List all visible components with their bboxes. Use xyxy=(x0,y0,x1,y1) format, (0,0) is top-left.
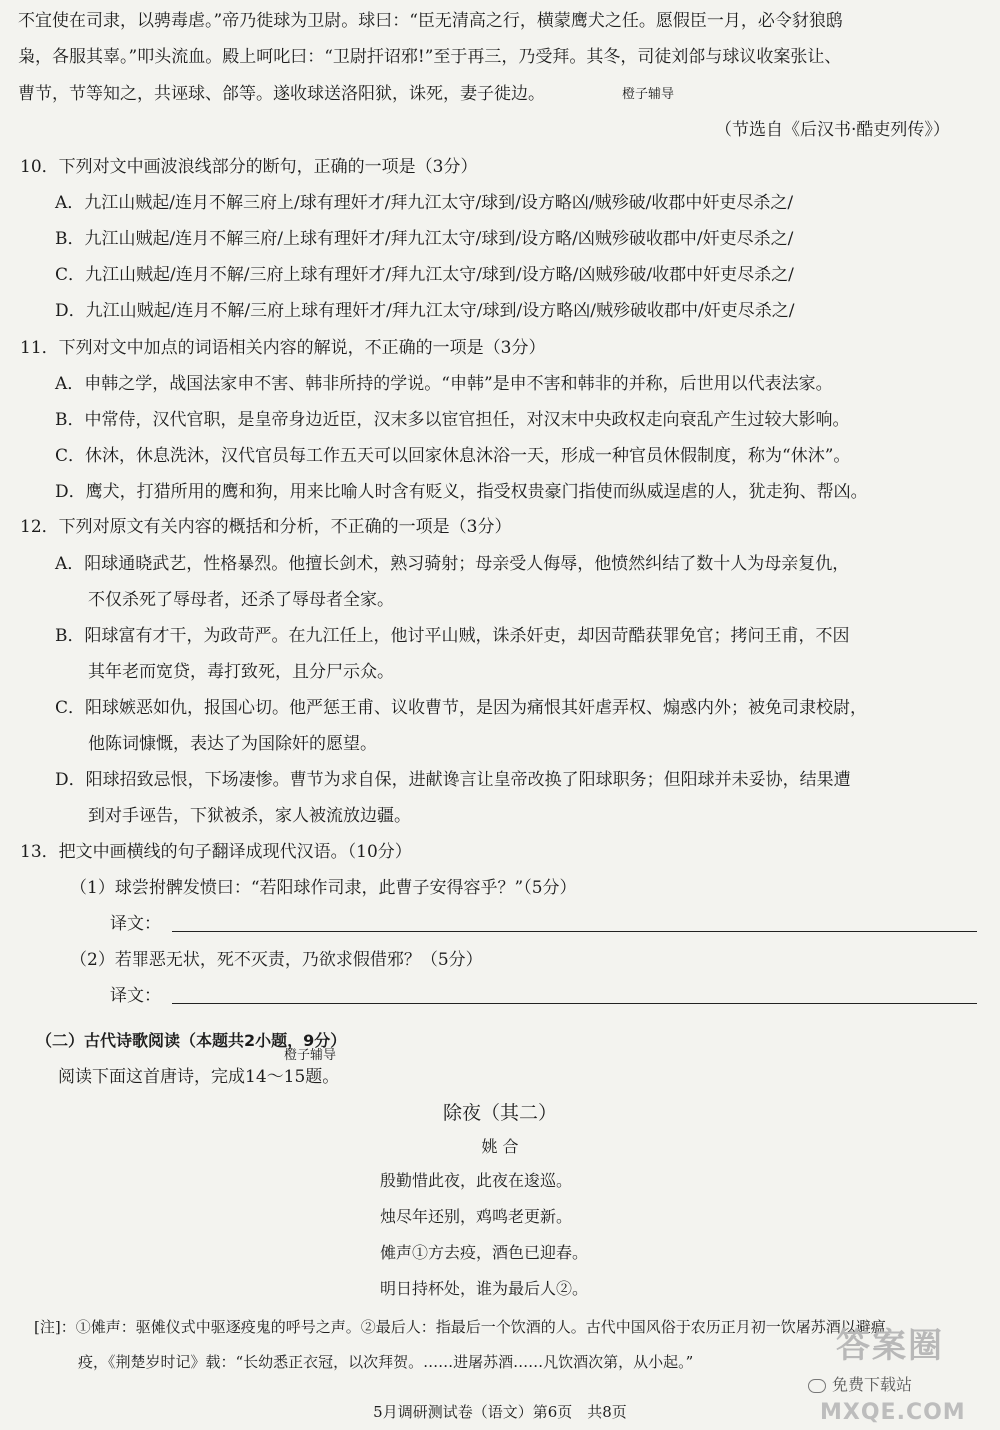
watermark-logo: 答案圈 xyxy=(836,1326,944,1366)
answer-label-2: 译文： xyxy=(110,986,161,1006)
poem-author: 姚 合 xyxy=(481,1137,519,1156)
section-instruction: 阅读下面这首唐诗，完成14～15题。 xyxy=(58,1067,340,1087)
poem-line-1: 殷勤惜此夜，此夜在逡巡。 xyxy=(380,1171,573,1190)
passage-line-2: 枭，各服其辜。”叩头流血。殿上呵叱曰：“卫尉扞诏邪!”至于再三，乃受拜。其冬，司徒刘郃与球议收案张让、 xyxy=(18,47,842,67)
question-12-option-d: D．阳球招致忌恨，下场凄惨。曹节为求自保，进献谗言让皇帝改换了阳球职务；但阳球并未妥协，结果遭 xyxy=(55,770,851,790)
question-12-option-a: A．阳球通晓武艺，性格暴烈。他擅长剑术，熟习骑射；母亲受人侮辱，他愤然纠结了数十人为母亲复仇， xyxy=(55,554,850,574)
watermark-tag-2: 橙子辅导 xyxy=(284,1048,337,1063)
question-10-stem: 10．下列对文中画波浪线部分的断句，正确的一项是（3分） xyxy=(20,157,478,177)
answer-label-1: 译文： xyxy=(110,914,161,934)
poem-line-3: 傩声①方去疫，酒色已迎春。 xyxy=(380,1243,589,1262)
watermark-tag: 橙子辅导 xyxy=(622,87,675,102)
question-13-sentence-2: （2）若罪恶无状，死不灭责，乃欲求假借邪？（5分） xyxy=(70,950,483,970)
watermark-caption xyxy=(808,1372,993,1395)
passage-line-3: 曹节，节等知之，共诬球、郃等。遂收球送洛阳狱，诛死，妻子徙边。 xyxy=(18,84,545,104)
poem-line-4: 明日持杯处，谁为最后人②。 xyxy=(380,1279,589,1298)
question-11-option-b: B．中常侍，汉代官职，是皇帝身边近臣，汉末多以宦官担任，对汉末中央政权走向衰乱产生过较大影响。 xyxy=(55,410,850,430)
answer-line-2[interactable] xyxy=(172,1003,977,1004)
watermark-caption-text: 免费下载站 xyxy=(832,1375,913,1394)
question-10-option-b: B．九江山贼起/连月不解三府/上球有理奸才/拜九江太守/球到/设方略/凶贼殄破收郡中/奸吏尽杀之/ xyxy=(55,229,794,249)
question-12-option-c-cont: 他陈词慷慨，表达了为国除奸的愿望。 xyxy=(88,734,377,754)
watermark-url: MXQE.COM xyxy=(820,1400,966,1425)
question-12-option-a-cont: 不仅杀死了辱母者，还杀了辱母者全家。 xyxy=(88,590,394,610)
answer-line-1[interactable] xyxy=(172,931,977,932)
question-13-sentence-1: （1）球尝拊髀发愤曰：“若阳球作司隶，此曹子安得容乎？”（5分） xyxy=(70,878,577,898)
question-12-stem: 12．下列对原文有关内容的概括和分析，不正确的一项是（3分） xyxy=(20,517,512,537)
passage-line-1: 不宜使在司隶，以骋毒虐。”帝乃徙球为卫尉。球曰：“臣无清高之行，横蒙鹰犬之任。愿假臣一月，必令豺狼鸱 xyxy=(18,11,843,31)
question-10-option-d: D．九江山贼起/连月不解/三府上球有理奸才/拜九江太守/球到/设方略凶/贼殄破收郡中/奸吏尽杀之/ xyxy=(55,301,795,321)
question-10-option-a: A．九江山贼起/连月不解三府上/球有理奸才/拜九江太守/球到/设方略凶/贼殄破/收郡中奸吏尽杀之/ xyxy=(55,193,794,213)
question-12-option-d-cont: 到对手诬告，下狱被杀，家人被流放边疆。 xyxy=(88,806,411,826)
question-10-option-c: C．九江山贼起/连月不解/三府上球有理奸才/拜九江太守/球到/设方略/凶贼殄破/收郡中奸吏尽杀之/ xyxy=(55,265,794,285)
question-11-option-a: A．申韩之学，战国法家申不害、韩非所持的学说。“申韩”是申不害和韩非的并称，后世用以代表法家。 xyxy=(55,374,833,394)
question-11-stem: 11．下列对文中加点的词语相关内容的解说，不正确的一项是（3分） xyxy=(20,338,546,358)
question-11-option-c: C．休沐，休息洗沐，汉代官员每工作五天可以回家休息沐浴一天，形成一种官员休假制度，称为“休沐”。 xyxy=(55,446,851,466)
question-12-option-b: B．阳球富有才干，为政苛严。在九江任上，他讨平山贼，诛杀奸吏，却因苛酷获罪免官；拷问王甫，不因 xyxy=(55,626,850,646)
question-12-option-c: C．阳球嫉恶如仇，报国心切。他严惩王甫、议收曹节，是因为痛恨其奸虐弄权、煽惑内外；被免司隶校尉， xyxy=(55,698,868,718)
source-citation: （节选自《后汉书·酷吏列传》） xyxy=(715,120,950,140)
notes-line-1: [注]：①傩声：驱傩仪式中驱逐疫鬼的呼号之声。②最后人：指最后一个饮酒的人。古代中国风俗于农历正月初一饮屠苏酒以避瘟 xyxy=(34,1318,886,1336)
question-13-stem: 13．把文中画横线的句子翻译成现代汉语。（10分） xyxy=(20,842,412,862)
wechat-icon xyxy=(808,1379,826,1393)
notes-line-2: 疫，《荆楚岁时记》载：“长幼悉正衣冠，以次拜贺。……进屠苏酒……凡饮酒次第，从小起。” xyxy=(78,1353,694,1371)
page-footer: 5月调研测试卷（语文）第6页 共8页 xyxy=(373,1403,627,1421)
question-12-option-b-cont: 其年老而宽贷，毒打致死，且分尸示众。 xyxy=(88,662,394,682)
question-11-option-d: D．鹰犬，打猎所用的鹰和狗，用来比喻人时含有贬义，指受权贵豪门指使而纵威逞虐的人，犹走狗、帮凶。 xyxy=(55,482,868,502)
poem-line-2: 烛尽年还别，鸡鸣老更新。 xyxy=(380,1207,573,1226)
poem-title: 除夜（其二） xyxy=(442,1102,557,1124)
section-heading: （二）古代诗歌阅读（本题共2小题，9分） xyxy=(36,1031,347,1050)
